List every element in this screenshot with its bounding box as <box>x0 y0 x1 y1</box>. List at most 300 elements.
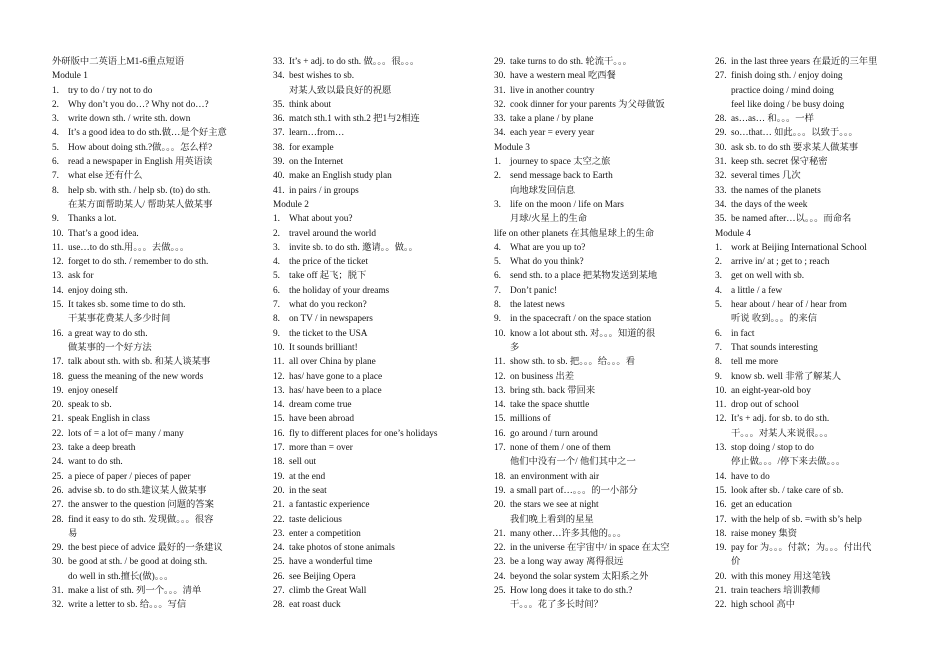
phrase-item <box>273 484 483 498</box>
phrase-item <box>715 284 925 298</box>
item-number: 21. <box>273 500 285 511</box>
item-text: dream come true <box>289 400 352 411</box>
translation-line: 听说 收到。。。的来信 <box>731 314 817 325</box>
item-text: enjoy oneself <box>68 385 118 396</box>
item-text: What are you up to? <box>510 242 586 253</box>
item-text: send sth. to a place 把某物发送到某地 <box>510 271 658 282</box>
item-number: 30. <box>52 557 64 568</box>
item-text: It’s + adj. for sb. to do sth. <box>731 414 830 425</box>
item-number: 20. <box>52 400 64 411</box>
phrase-item <box>52 327 262 341</box>
translation-line: feel like doing / be busy doing <box>731 99 845 110</box>
item-text: ask sb. to do sth 要求某人做某事 <box>731 142 859 153</box>
phrase-item <box>52 470 262 484</box>
item-text: so…that… 如此。。。以致于。。。 <box>731 128 858 139</box>
item-text: forget to do sth. / remember to do sth. <box>68 257 209 268</box>
phrase-item <box>273 370 483 384</box>
item-text: a small part of…。。。的一小部分 <box>510 485 638 496</box>
phrase-item <box>715 69 925 83</box>
item-text: It’s + adj. to do sth. 做。。。很。。。 <box>289 57 420 67</box>
item-number: 4. <box>494 242 501 253</box>
phrase-item <box>52 112 262 126</box>
item-text: guess the meaning of the new words <box>68 371 204 382</box>
item-text: each year = every year <box>510 128 595 139</box>
continuation-line: 多 <box>510 342 520 353</box>
item-text: know a lot about sth. 对。。。知道的很 <box>510 328 656 339</box>
item-number: 13. <box>52 271 64 282</box>
phrase-item <box>494 498 704 512</box>
item-text: That’s a good idea. <box>68 228 139 239</box>
item-text: match sth.1 with sth.2 把1与2相连 <box>289 114 420 125</box>
item-number: 8. <box>52 185 59 196</box>
item-text: lots of = a lot of= many / many <box>68 428 184 439</box>
item-text: That sounds interesting <box>731 342 818 353</box>
item-number: 27. <box>273 585 285 596</box>
item-text: It takes sb. some time to do sth. <box>68 300 186 311</box>
item-number: 3. <box>273 242 280 253</box>
phrase-item <box>52 598 262 612</box>
item-number: 4. <box>273 257 280 268</box>
phrase-item <box>273 227 483 241</box>
item-number: 19. <box>715 543 727 554</box>
item-number: 32. <box>494 99 506 110</box>
item-number: 11. <box>494 357 506 368</box>
phrase-item <box>715 498 925 512</box>
item-number: 10. <box>715 385 727 396</box>
item-number: 28. <box>715 114 727 125</box>
item-number: 16. <box>494 428 506 439</box>
phrase-item <box>52 84 262 98</box>
item-text: bring sth. back 带回来 <box>510 385 596 396</box>
phrase-item <box>494 398 704 412</box>
phrase-item <box>52 513 262 527</box>
item-text: go around / turn around <box>510 428 598 439</box>
item-number: 14. <box>52 285 64 296</box>
item-text: Thanks a lot. <box>68 214 117 225</box>
item-text: the days of the week <box>731 199 808 210</box>
phrase-item <box>494 169 704 183</box>
item-text: journey to space 太空之旅 <box>510 157 611 168</box>
item-number: 20. <box>273 485 285 496</box>
item-number: 10. <box>52 228 64 239</box>
phrase-item <box>715 341 925 355</box>
module-heading: Module 1 <box>52 71 88 82</box>
item-number: 41. <box>273 185 285 196</box>
item-number: 13. <box>273 385 285 396</box>
item-number: 13. <box>715 443 727 454</box>
item-number: 31. <box>494 85 506 96</box>
item-text: at the end <box>289 471 326 482</box>
phrase-item <box>715 112 925 126</box>
item-number: 16. <box>273 428 285 439</box>
phrase-item <box>52 255 262 269</box>
item-text: see Beijing Opera <box>289 571 356 582</box>
phrase-item <box>52 298 262 312</box>
item-text: be a long way away 离得很远 <box>510 557 624 568</box>
phrase-item <box>715 527 925 541</box>
item-text: for example <box>289 142 334 153</box>
phrase-item <box>715 169 925 183</box>
item-number: 1. <box>494 157 501 168</box>
item-text: show sth. to sb. 把。。。给。。。看 <box>510 357 635 368</box>
item-number: 29. <box>715 128 727 139</box>
item-number: 32. <box>715 171 727 182</box>
item-text: finish doing sth. / enjoy doing <box>731 71 843 82</box>
item-number: 15. <box>52 300 64 311</box>
phrase-item <box>715 384 925 398</box>
item-text: as…as… 和。。。一样 <box>731 114 814 125</box>
item-number: 15. <box>494 414 506 425</box>
item-text: enjoy doing sth. <box>68 285 128 296</box>
phrase-item <box>715 370 925 384</box>
phrase-item <box>494 355 704 369</box>
phrase-item <box>273 513 483 527</box>
item-number: 9. <box>273 328 280 339</box>
phrase-item <box>273 98 483 112</box>
phrase-item <box>273 541 483 555</box>
item-number: 8. <box>273 314 280 325</box>
translation-line: 干。。。花了多长时间？ <box>510 600 603 611</box>
item-number: 17. <box>52 357 64 368</box>
item-number: 7. <box>494 285 501 296</box>
item-number: 10. <box>273 342 285 353</box>
item-number: 15. <box>273 414 285 425</box>
plain-line: 外研版中二英语上M1-6重点短语 <box>52 57 185 67</box>
phrase-item <box>494 55 704 69</box>
phrase-item <box>715 298 925 312</box>
column-4 <box>715 55 925 613</box>
item-text: has/ have gone to a place <box>289 371 383 382</box>
phrase-item <box>52 126 262 140</box>
item-number: 9. <box>52 214 59 225</box>
phrase-item <box>52 355 262 369</box>
phrase-item <box>715 269 925 283</box>
phrase-item <box>52 498 262 512</box>
translation-line: 停止做。。。/停下来去做。。。 <box>731 457 846 468</box>
item-number: 18. <box>52 371 64 382</box>
item-text: be named after…以。。。而命名 <box>731 214 852 225</box>
item-text: stop doing / stop to do <box>731 443 814 454</box>
item-number: 9. <box>494 314 501 325</box>
item-text: get an education <box>731 500 792 511</box>
item-number: 2. <box>52 99 59 110</box>
phrase-item <box>52 184 262 198</box>
item-text: ask for <box>68 271 94 282</box>
phrase-item <box>715 155 925 169</box>
item-text: hear about / hear of / hear from <box>731 300 847 311</box>
item-number: 14. <box>494 400 506 411</box>
item-text: the best piece of advice 最好的一条建议 <box>68 543 223 554</box>
item-number: 6. <box>715 328 722 339</box>
phrase-item <box>715 470 925 484</box>
item-text: What do you think? <box>510 257 584 268</box>
item-text: with this money 用这笔钱 <box>731 571 831 582</box>
item-text: what else 还有什么 <box>68 171 143 182</box>
item-text: read a newspaper in English 用英语读 <box>68 157 213 168</box>
item-number: 11. <box>273 357 285 368</box>
item-text: several times 几次 <box>731 171 801 182</box>
phrase-item <box>715 126 925 140</box>
item-number: 34. <box>273 71 285 82</box>
item-number: 11. <box>52 242 64 253</box>
item-text: in pairs / in groups <box>289 185 359 196</box>
item-number: 8. <box>715 357 722 368</box>
item-text: taste delicious <box>289 514 342 525</box>
item-number: 30. <box>494 71 506 82</box>
item-number: 18. <box>273 457 285 468</box>
item-text: find it easy to do sth. 发现做。。。很容 <box>68 514 214 525</box>
item-text: the price of the ticket <box>289 257 368 268</box>
item-number: 33. <box>273 57 285 67</box>
phrase-item <box>52 541 262 555</box>
item-number: 24. <box>52 457 64 468</box>
translation-line: 在某方面帮助某人/ 帮助某人做某事 <box>68 199 213 210</box>
phrase-item <box>494 198 704 212</box>
phrase-item <box>273 241 483 255</box>
phrase-item <box>273 412 483 426</box>
phrase-item <box>273 212 483 226</box>
item-text: have been abroad <box>289 414 355 425</box>
item-number: 3. <box>52 114 59 125</box>
item-text: use…to do sth.用。。。去做。。。 <box>68 242 190 253</box>
phrase-item <box>715 355 925 369</box>
item-text: a fantastic experience <box>289 500 370 511</box>
item-number: 29. <box>52 543 64 554</box>
phrase-item <box>494 69 704 83</box>
phrase-item <box>715 198 925 212</box>
phrase-item <box>52 441 262 455</box>
phrase-item <box>273 455 483 469</box>
item-text: take the space shuttle <box>510 400 590 411</box>
phrase-item <box>273 327 483 341</box>
item-text: has/ have been to a place <box>289 385 382 396</box>
phrase-item <box>273 184 483 198</box>
item-number: 36. <box>273 114 285 125</box>
item-number: 23. <box>52 443 64 454</box>
item-text: more than = over <box>289 443 353 454</box>
item-text: in the universe 在宇宙中/ in space 在太空 <box>510 543 670 554</box>
phrase-item <box>494 126 704 140</box>
item-number: 12. <box>52 257 64 268</box>
item-text: a little / a few <box>731 285 783 296</box>
item-text: in the seat <box>289 485 327 496</box>
item-text: none of them / one of them <box>510 443 611 454</box>
item-text: train teachers 培训教师 <box>731 585 821 596</box>
item-text: keep sth. secret 保守秘密 <box>731 157 828 168</box>
phrase-item <box>494 470 704 484</box>
translation-line: do well in sth.擅长(做)。。。 <box>68 571 174 582</box>
item-text: work at Beijing International School <box>731 242 867 253</box>
item-number: 32. <box>52 600 64 611</box>
item-text: know sb. well 非常了解某人 <box>731 371 842 382</box>
phrase-item <box>273 584 483 598</box>
item-number: 4. <box>715 285 722 296</box>
phrase-item <box>273 69 483 83</box>
item-number: 15. <box>715 485 727 496</box>
item-number: 18. <box>715 528 727 539</box>
item-number: 23. <box>494 557 506 568</box>
item-number: 2. <box>273 228 280 239</box>
item-text: the stars we see at night <box>510 500 599 511</box>
phrase-item <box>715 584 925 598</box>
phrase-item <box>715 184 925 198</box>
phrase-item <box>273 427 483 441</box>
item-number: 26. <box>273 571 285 582</box>
translation-line: 干某事花费某人多少时间 <box>68 314 171 325</box>
item-text: eat roast duck <box>289 600 341 611</box>
phrase-item <box>273 355 483 369</box>
item-text: speak English in class <box>68 414 150 425</box>
phrase-item <box>273 141 483 155</box>
item-text: fly to different places for one’s holidays <box>289 428 438 439</box>
item-number: 34. <box>715 199 727 210</box>
item-text: the answer to the question 问题的答案 <box>68 500 214 511</box>
item-number: 6. <box>52 157 59 168</box>
item-text: best wishes to sb. <box>289 71 355 82</box>
item-text: write a letter to sb. 给。。。写信 <box>68 600 187 611</box>
phrase-item <box>273 498 483 512</box>
item-number: 34. <box>494 128 506 139</box>
phrase-item <box>494 441 704 455</box>
item-text: get on well with sb. <box>731 271 805 282</box>
item-number: 25. <box>494 585 506 596</box>
column-2 <box>273 55 483 613</box>
item-text: all over China by plane <box>289 357 376 368</box>
item-text: have a western meal 吃西餐 <box>510 71 616 82</box>
item-number: 33. <box>715 185 727 196</box>
item-text: sell out <box>289 457 317 468</box>
item-text: travel around the world <box>289 228 376 239</box>
phrase-item <box>715 541 925 555</box>
phrase-item <box>494 384 704 398</box>
item-number: 1. <box>715 242 722 253</box>
item-number: 16. <box>715 500 727 511</box>
phrase-item <box>52 455 262 469</box>
phrase-item <box>715 484 925 498</box>
item-number: 17. <box>494 443 506 454</box>
phrase-item <box>715 398 925 412</box>
item-text: advise sb. to do sth.建议某人做某事 <box>68 485 207 496</box>
item-number: 21. <box>494 528 506 539</box>
item-number: 20. <box>715 571 727 582</box>
item-number: 17. <box>273 443 285 454</box>
phrase-item <box>494 370 704 384</box>
item-text: beyond the solar system 太阳系之外 <box>510 571 649 582</box>
item-text: make a list of sth. 列一个。。。清单 <box>68 585 202 596</box>
item-text: an eight-year-old boy <box>731 385 811 396</box>
item-text: the names of the planets <box>731 185 821 196</box>
item-text: on the Internet <box>289 157 344 168</box>
phrase-item <box>715 55 925 69</box>
item-number: 22. <box>273 514 285 525</box>
item-number: 3. <box>715 271 722 282</box>
phrase-item <box>273 298 483 312</box>
item-number: 6. <box>494 271 501 282</box>
phrase-item <box>273 441 483 455</box>
item-number: 17. <box>715 514 727 525</box>
phrase-item <box>494 269 704 283</box>
item-number: 22. <box>715 600 727 611</box>
item-text: tell me more <box>731 357 778 368</box>
item-number: 24. <box>273 543 285 554</box>
phrase-item <box>273 112 483 126</box>
item-number: 19. <box>52 385 64 396</box>
plain-line: life on other planets 在其他星球上的生命 <box>494 228 655 239</box>
phrase-item <box>52 212 262 226</box>
item-number: 22. <box>494 543 506 554</box>
item-number: 30. <box>715 142 727 153</box>
phrase-item <box>52 584 262 598</box>
item-text: a great way to do sth. <box>68 328 148 339</box>
item-text: cook dinner for your parents 为父母做饭 <box>510 99 665 110</box>
phrase-item <box>52 412 262 426</box>
item-number: 38. <box>273 142 285 153</box>
item-text: what do you reckon? <box>289 300 367 311</box>
phrase-item <box>494 98 704 112</box>
phrase-item <box>494 570 704 584</box>
item-text: It’s a good idea to do sth.做…是个好主意 <box>68 128 227 139</box>
item-number: 25. <box>52 471 64 482</box>
item-number: 2. <box>494 171 501 182</box>
phrase-item <box>52 241 262 255</box>
item-number: 22. <box>52 428 64 439</box>
item-text: climb the Great Wall <box>289 585 367 596</box>
translation-line: 我们晚上看到的星星 <box>510 514 594 525</box>
item-text: raise money 集资 <box>731 528 798 539</box>
phrase-item <box>494 255 704 269</box>
phrase-item <box>52 284 262 298</box>
item-text: life on the moon / life on Mars <box>510 199 624 210</box>
phrase-item <box>494 84 704 98</box>
item-number: 12. <box>715 414 727 425</box>
item-number: 7. <box>273 300 280 311</box>
phrase-item <box>494 327 704 341</box>
continuation-line: 易 <box>68 528 78 539</box>
item-number: 37. <box>273 128 285 139</box>
item-number: 4. <box>52 128 59 139</box>
phrase-item <box>494 584 704 598</box>
item-text: want to do sth. <box>68 457 123 468</box>
item-number: 21. <box>52 414 64 425</box>
phrase-item <box>52 98 262 112</box>
item-number: 1. <box>273 214 280 225</box>
phrase-item <box>494 412 704 426</box>
phrase-item <box>715 513 925 527</box>
item-text: in the last three years 在最近的三年里 <box>731 57 878 67</box>
item-text: Don’t panic! <box>510 285 558 296</box>
item-text: invite sb. to do sth. 邀请。。做。。 <box>289 242 418 253</box>
item-number: 23. <box>273 528 285 539</box>
phrase-item <box>52 427 262 441</box>
item-number: 19. <box>273 471 285 482</box>
item-text: think about <box>289 99 332 110</box>
phrase-item <box>273 169 483 183</box>
translation-line: 他们中没有一个/ 他们其中之一 <box>510 457 636 468</box>
translation-line: 对某人致以最良好的祝愿 <box>289 85 392 96</box>
phrase-item <box>52 384 262 398</box>
item-text: How about doing sth.?做。。。怎么样? <box>68 142 213 153</box>
item-text: take a deep breath <box>68 443 136 454</box>
phrase-item <box>715 598 925 612</box>
item-text: send message back to Earth <box>510 171 613 182</box>
phrase-item <box>273 284 483 298</box>
item-number: 19. <box>494 485 506 496</box>
item-number: 14. <box>715 471 727 482</box>
item-text: Why don’t you do…? Why not do…? <box>68 99 209 110</box>
phrase-item <box>715 412 925 426</box>
item-number: 28. <box>52 514 64 525</box>
item-text: with the help of sb. =with sb’s help <box>731 514 862 525</box>
